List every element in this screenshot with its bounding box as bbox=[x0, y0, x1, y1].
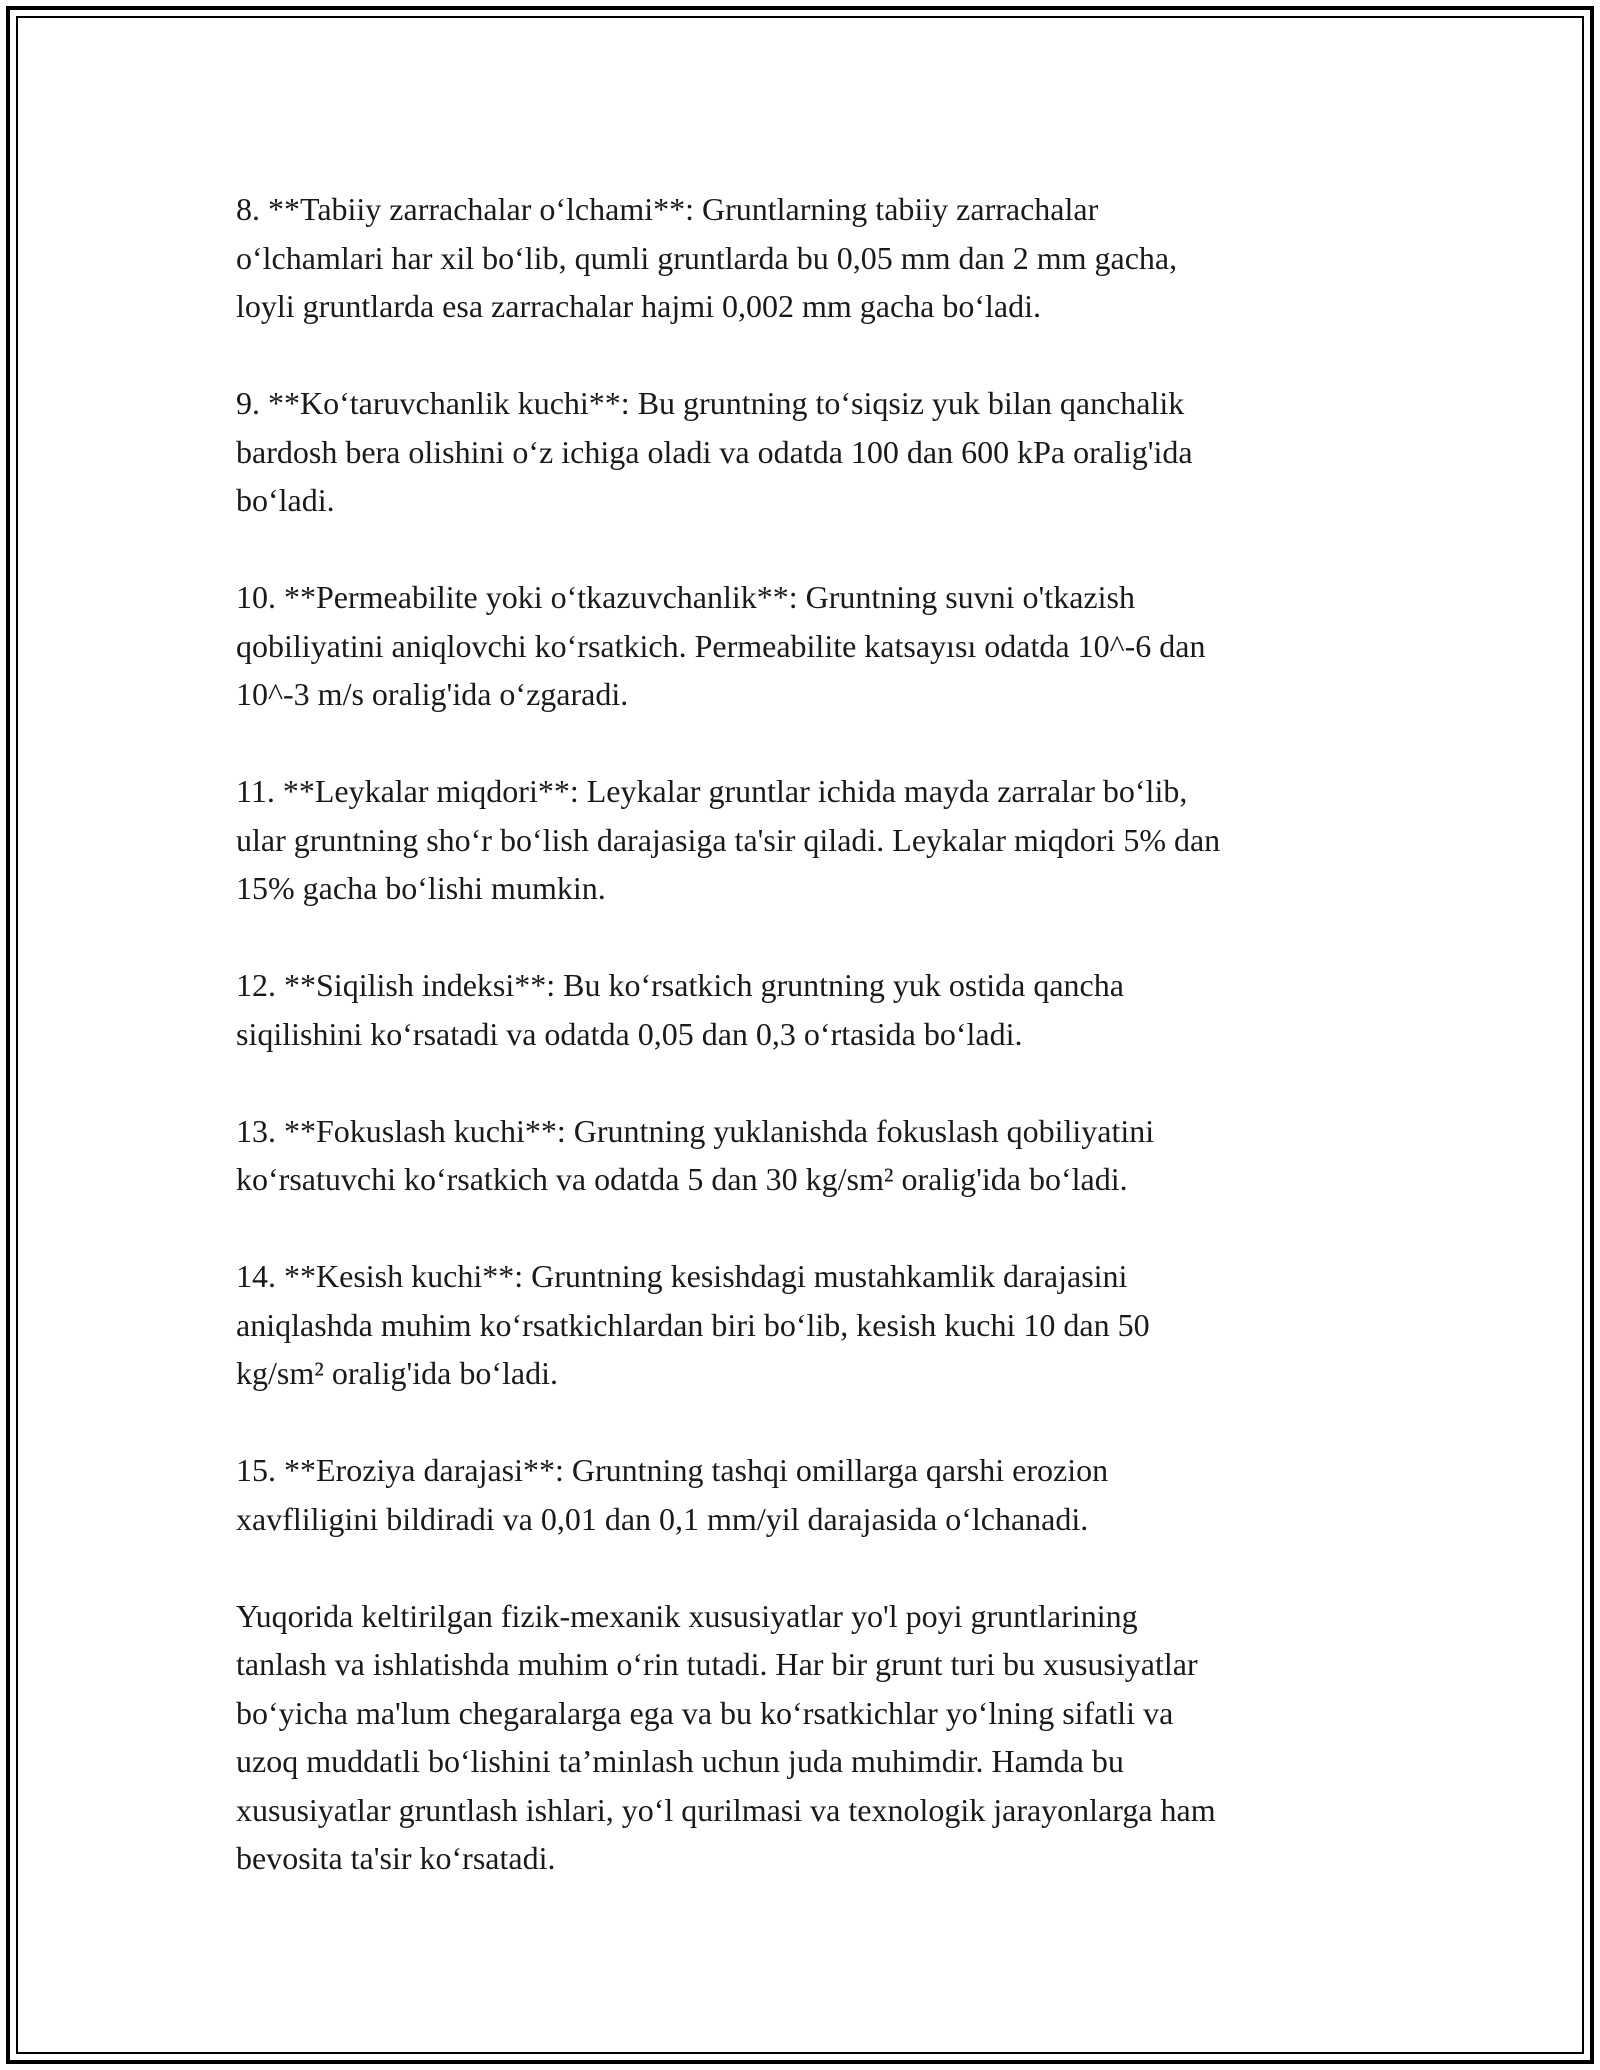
paragraph-item-8: 8. **Tabiiy zarrachalar o‘lchami**: Gruntlarning tabiiy zarrachalar o‘lchamlari har xil bo‘lib, qumli gruntlarda bu 0,05 mm dan 2 mm gacha, loyli gruntlarda esa zarrachalar hajmi 0,002 mm gacha bo‘ladi. bbox=[236, 191, 1178, 324]
paragraph-item-12: 12. **Siqilish indeksi**: Bu ko‘rsatkich gruntning yuk ostida qancha siqilishini ko‘rsatadi va odatda 0,05 dan 0,3 o‘rtasida bo‘ladi. bbox=[236, 967, 1124, 1052]
paragraph-item-11: 11. **Leykalar miqdori**: Leykalar gruntlar ichida mayda zarralar bo‘lib, ular gruntning sho‘r bo‘lish darajasiga ta'sir qiladi. Leykalar miqdori 5% dan 15% gacha bo‘lishi mumkin. bbox=[236, 773, 1221, 906]
paragraph-item-9: 9. **Ko‘taruvchanlik kuchi**: Bu gruntning to‘siqsiz yuk bilan qanchalik bardosh bera olishini o‘z ichiga oladi va odatda 100 dan 600 kPa oralig'ida bo‘ladi. bbox=[236, 385, 1193, 518]
paragraph-item-10: 10. **Permeabilite yoki o‘tkazuvchanlik**: Gruntning suvni o'tkazish qobiliyatini aniqlovchi ko‘rsatkich. Permeabilite katsayısı odatda 10^-6 dan 10^-3 m/s oralig'ida o‘zgaradi. bbox=[236, 579, 1206, 712]
paragraph-item-15: 15. **Eroziya darajasi**: Gruntning tashqi omillarga qarshi erozion xavfliligini bildiradi va 0,01 dan 0,1 mm/yil darajasida o‘lchanadi. bbox=[236, 1452, 1109, 1537]
paragraph-item-13: 13. **Fokuslash kuchi**: Gruntning yuklanishda fokuslash qobiliyatini ko‘rsatuvchi ko‘rsatkich va odatda 5 dan 30 kg/sm² oralig'ida bo‘ladi. bbox=[236, 1112, 1155, 1197]
paragraph-item-14: 14. **Kesish kuchi**: Gruntning kesishdagi mustahkamlik darajasini aniqlashda muhim ko‘rsatkichlardan biri bo‘lib, kesish kuchi 10 dan 50 kg/sm² oralig'ida bo‘ladi. bbox=[236, 1258, 1150, 1391]
document-body bbox=[236, 185, 1386, 1883]
summary-paragraph: Yuqorida keltirilgan fizik-mexanik xususiyatlar yo'l poyi gruntlarining tanlash va ishlatishda muhim o‘rin tutadi. Har bir grunt turi bu xususiyatlar bo‘yicha ma'lum chegaralarga ega va bu ko‘rsatkichlar yo‘lning sifatli va uzoq muddatli bo‘lishini ta’minlash uchun juda muhimdir. Hamda bu xususiyatlar gruntlash ishlari, yo‘l qurilmasi va texnologik jarayonlarga ham bevosita ta'sir ko‘rsatadi. bbox=[236, 1597, 1216, 1876]
